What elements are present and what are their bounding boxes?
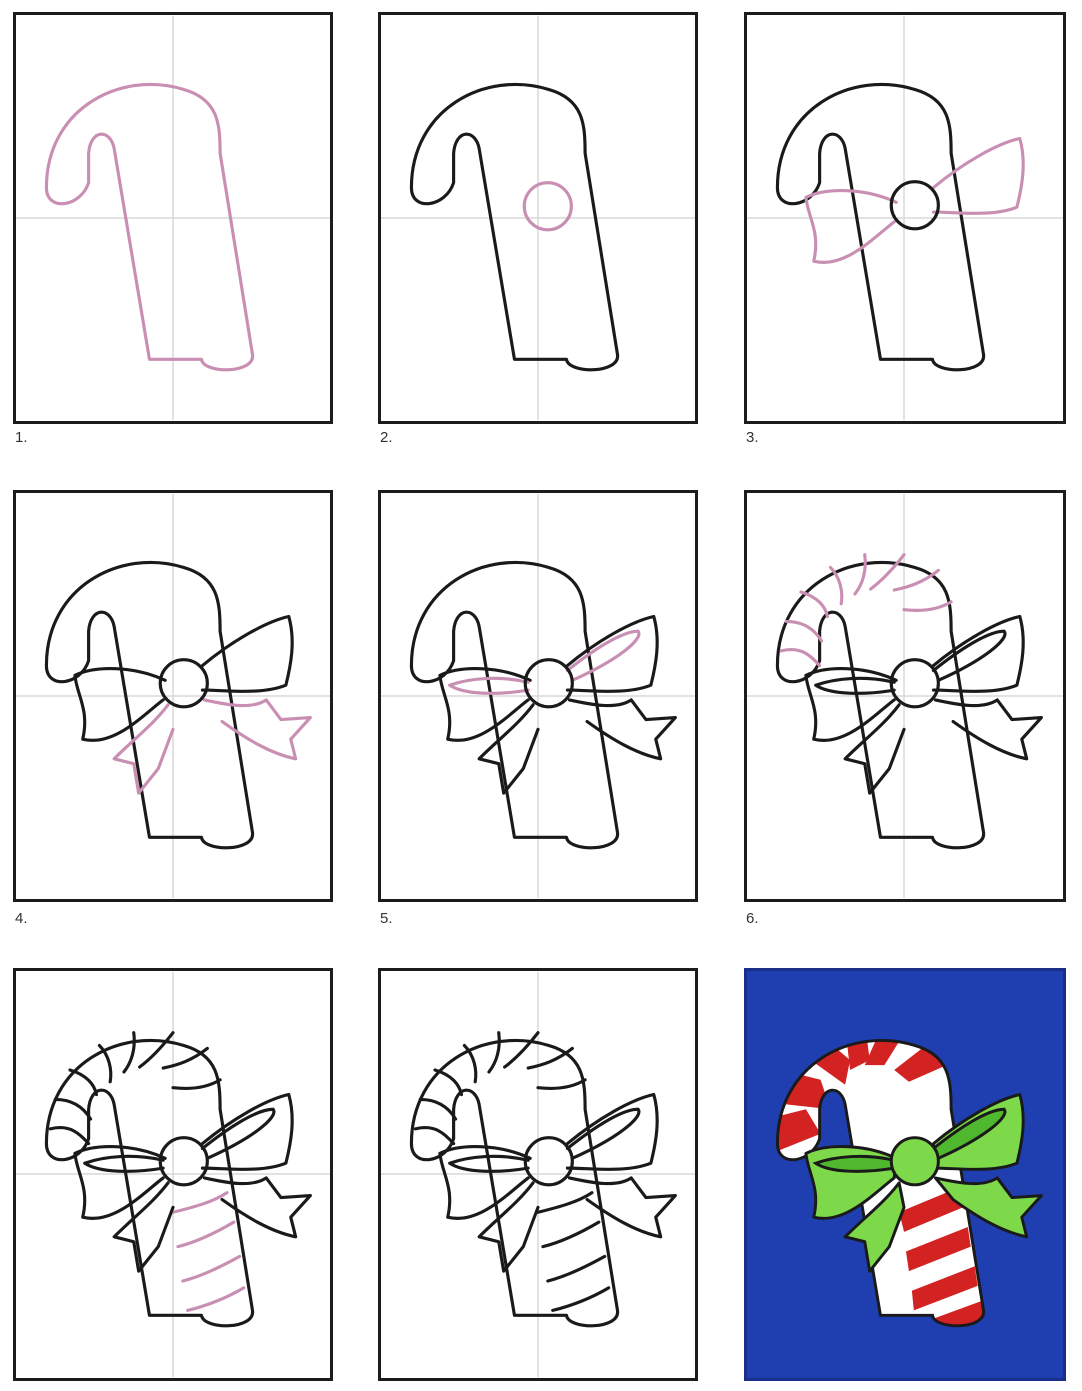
step-4-number: 4. bbox=[15, 910, 28, 927]
step-8-panel bbox=[378, 968, 698, 1381]
step-3-panel bbox=[744, 12, 1066, 424]
step-3-number: 3. bbox=[746, 429, 759, 446]
step-5-drawing bbox=[381, 493, 695, 899]
step-1-number: 1. bbox=[15, 429, 28, 446]
step-1-drawing bbox=[16, 15, 330, 421]
step-6-panel bbox=[744, 490, 1066, 902]
step-7-drawing bbox=[16, 971, 330, 1378]
step-5-panel bbox=[378, 490, 698, 902]
step-5-number: 5. bbox=[380, 910, 393, 927]
step-6-drawing bbox=[747, 493, 1063, 899]
step-3-drawing bbox=[747, 15, 1063, 421]
step-2-panel bbox=[378, 12, 698, 424]
step-4-drawing bbox=[16, 493, 330, 899]
step-2-drawing bbox=[381, 15, 695, 421]
step-9-colored-drawing bbox=[747, 971, 1063, 1378]
step-6-number: 6. bbox=[746, 910, 759, 927]
step-1-panel bbox=[13, 12, 333, 424]
step-7-panel bbox=[13, 968, 333, 1381]
step-9-panel bbox=[744, 968, 1066, 1381]
step-4-panel bbox=[13, 490, 333, 902]
step-8-drawing bbox=[381, 971, 695, 1378]
step-2-number: 2. bbox=[380, 429, 393, 446]
